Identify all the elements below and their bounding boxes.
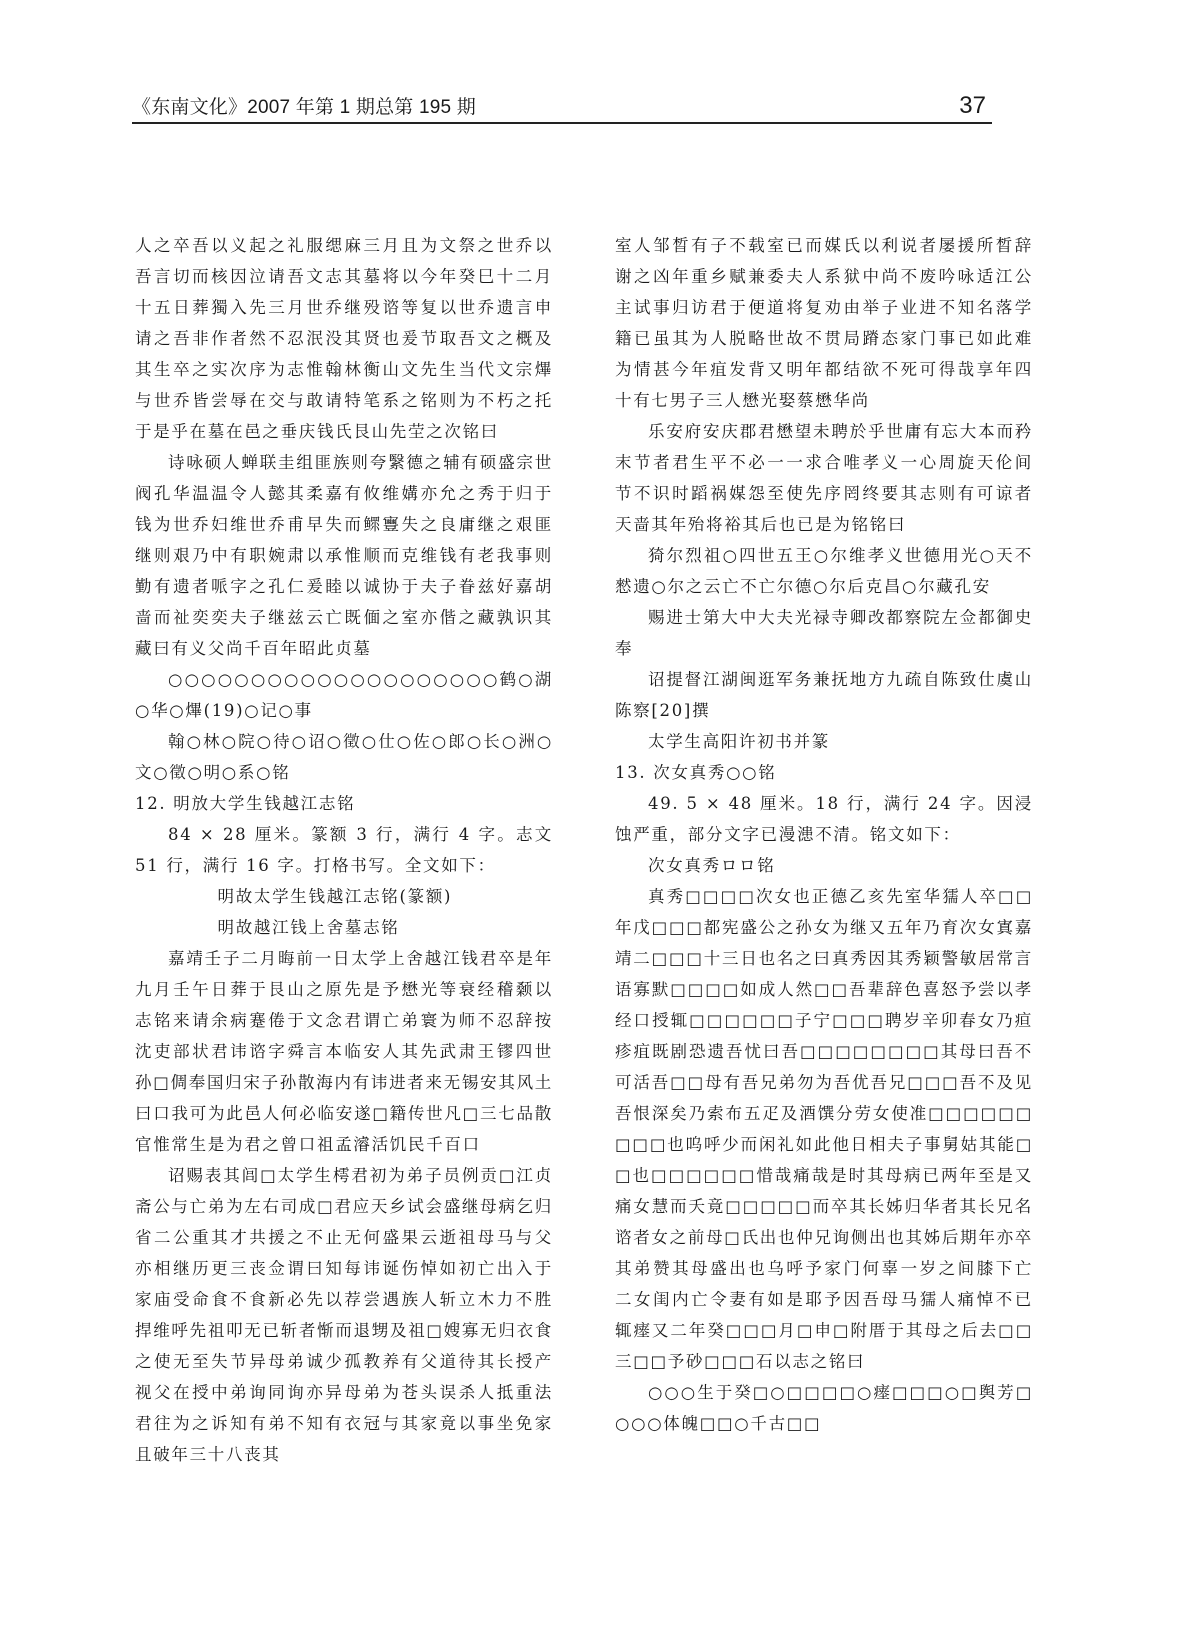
- inscription-title: 明故越江钱上舍墓志铭: [217, 918, 400, 937]
- running-header: [132, 88, 992, 124]
- journal-title: 《东南文化》2007 年第 1 期总第 195 期: [132, 97, 476, 118]
- paragraph: 赐进士第大中大夫光禄寺卿改都察院左佥都御史奉: [615, 608, 1033, 658]
- section-heading: 13. 次女真秀○○铭: [615, 763, 777, 782]
- paragraph: 猗尔烈祖○四世五王○尔维孝义世德用光○天不憖遗○尔之云亡不亡尔德○尔后克昌○尔藏孔安: [615, 546, 1033, 596]
- paragraph: 翰○林○院○待○诏○徵○仕○佐○郎○长○洲○文○徵○明○系○铭: [135, 732, 553, 782]
- paragraph: ○○○○○○○○○○○○○○○○○○○○鹤○湖○华○熚(19)○记○事: [135, 670, 553, 720]
- paragraph: 室人邹晳有子不载室已而媒氏以利说者屡援所晳辞谢之凶年重乡赋兼委夫人系狱中尚不废吟咏适江公主试事归访君于便道将复劝由举子业进不知名落学籍已虽其为人脱略世故不贯局蹐态家门事已如此难为情甚今年疽发背又明年都结欲不死可得哉享年四十有七男子三人懋光娶蔡懋华尚: [615, 236, 1033, 410]
- page-number: 37: [959, 92, 986, 119]
- paragraph: 诏提督江湖闽逛军务兼抚地方九疏自陈致仕虞山陈察[20]撰: [615, 670, 1033, 720]
- paragraph: 诏赐表其闾□太学生樗君初为弟子员例贡□江贞斋公与亡弟为左右司成□君应天乡试会盛继母病乞归省二公重其才共援之不止无何盛果云逝祖母马与父亦相继历更三丧佥谓曰知每讳诞伤悼如初亡出入于家庙受命食不食新必先以荐尝遇族人斩立木力不胜捍维呼先祖叩无已斩者惭而退甥及祖□嫂寡无归衣食之使无至失节异母弟诚少孤教养有父道待其长授产视父在授中弟询同询亦异母弟为苍头误杀人抵重法君往为之诉知有弟不知有衣冠与其家竟以事坐免家且破年三十八丧其: [135, 1166, 553, 1464]
- paragraph: 84 × 28 厘米。篆额 3 行，满行 4 字。志文 51 行，满行 16 字。打格书写。全文如下：: [135, 825, 560, 875]
- paragraph: 人之卒吾以义起之礼服缌麻三月且为文祭之世乔以吾言切而核因泣请吾文志其墓将以今年癸巳十二月十五日葬獨入先三月世乔继殁谘等复以世乔遗言申请之吾非作者然不忍泯没其贤也爰节取吾文之概及其生卒之实次序为志惟翰林衡山文先生当代文宗熚与世乔皆尝辱在交与敢请特笔系之铭则为不朽之托于是乎在墓在邑之垂庆钱氏艮山先茔之次铭曰: [135, 236, 553, 441]
- paragraph: 真秀□□□□次女也正德乙亥先室华獳人卒□□年戊□□□都宪盛公之孙女为继又五年乃育次女寘嘉靖二□□□十三日也名之曰真秀因其秀颖警敏居常言语寡默□□□□如成人然□□吾辈辞色喜怒予尝以孝经口授辄□□□□□□子宁□□□聘岁辛卯春女乃疸疹疽既剧恐遗吾忧曰吾□□□□□□□□其母曰吾不可活吾□□母有吾兄弟勿为吾优吾兄□□□吾不及见吾恨深矣乃索布五疋及酒馔分劳女使准□□□□□□□□□也呜呼少而闲礼如此他日相夫子事舅姑其能□□也□□□□□□惜哉痛哉是时其母病已两年至是又痛女慧而夭竟□□□□□而卒其长姊归华者其长兄名谘者女之前母□氏出也仲兄询侧出也其姊后期年亦卒其弟赞其母盛出也乌呼予家门何辜一岁之间膝下亡二女闺内亡令妻有如是耶予因吾母马獳人痛悼不已辄瘗又二年癸□□□月□申□附厝于其母之后去□□三□□予砂□□□石以志之铭曰: [615, 887, 1033, 1371]
- paragraph: 次女真秀ロロ铭: [648, 856, 776, 875]
- left-column: [135, 230, 560, 1470]
- paragraph: 诗咏硕人蝉联圭组匪族则夸繄德之辅有硕盛宗世阀孔华温温令人懿其柔嘉有攸维媾亦允之秀于归于钱为世乔妇维世乔甫早失而鳏寷失之良庸继之艰匪继则艰乃中有职婉肃以承惟顺而克维钱有老我事则勤有遗者哌字之孔仁爰睦以诚协于夫子眷兹好嘉胡啬而祉奕奕夫子继兹云亡既偭之室亦偕之藏孰识其藏曰有义父尚千百年昭此贞墓: [135, 453, 553, 658]
- paragraph: 嘉靖壬子二月晦前一日太学上舍越江钱君卒是年九月壬午日葬于艮山之原先是予懋光等衰经稽颡以志铭来请余病蹇倦于文念君谓亡弟寰为师不忍辞按沈吏部状君讳谘字舜言本临安人其先武肃王镠四世孙□倜奉国归宋子孙散海内有讳进者来无锡安其风土曰口我可为此邑人何必临安遂□籍传世凡□三七品散官惟常生是为君之曾口祖孟濬活饥民千百口: [135, 949, 553, 1154]
- section-heading: 12. 明放大学生钱越江志铭: [135, 794, 356, 813]
- paragraph: 太学生高阳许初书并篆: [648, 732, 830, 751]
- inscription-title: 明故太学生钱越江志铭(篆额): [217, 887, 453, 906]
- paragraph: ○○○生于癸□○□□□□○瘗□□□○□舆芳□○○○体魄□□○千古□□: [615, 1383, 1033, 1433]
- paragraph: 乐安府安庆郡君懋望未聘於乎世庸有忘大本而矜末节者君生平不必一一求合唯孝义一心周旋天伦间节不识时蹈祸媒怨至使先序罔终要其志则有可谅者天啬其年殆将裕其后也已是为铭铭曰: [615, 422, 1033, 534]
- right-column: [615, 230, 1033, 1439]
- paragraph: 49. 5 × 48 厘米。18 行，满行 24 字。因浸蚀严重，部分文字已漫漶不清。铭文如下：: [615, 794, 1033, 844]
